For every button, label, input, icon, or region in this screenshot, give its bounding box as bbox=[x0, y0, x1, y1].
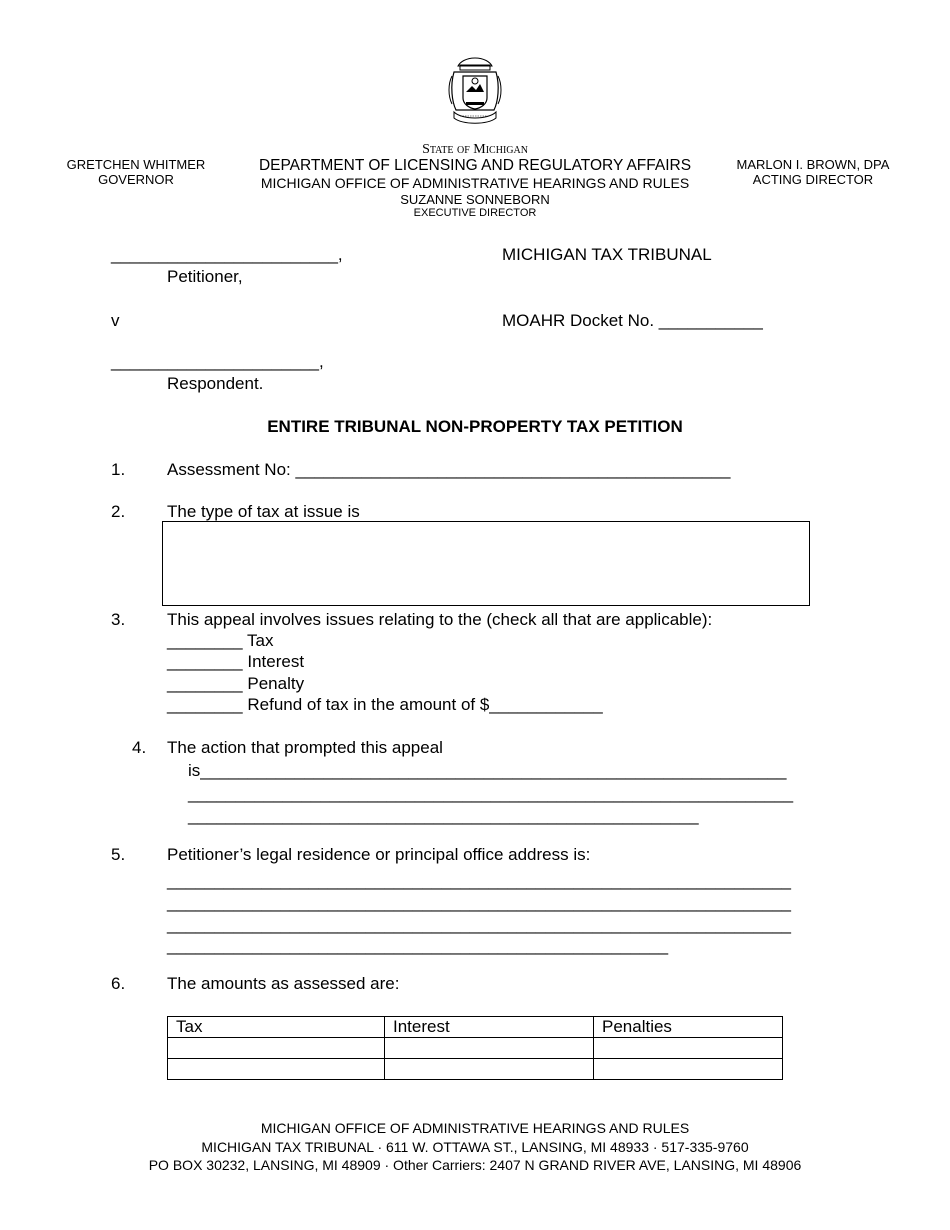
penalties-cell[interactable] bbox=[594, 1059, 783, 1080]
docket-number-field[interactable]: MOAHR Docket No. ___________ bbox=[502, 311, 763, 330]
office-name: MICHIGAN OFFICE OF ADMINISTRATIVE HEARINGS AND RULES bbox=[260, 175, 690, 191]
item-4-number: 4. bbox=[132, 738, 147, 757]
issue-interest-checkline[interactable]: ________ Interest bbox=[167, 652, 305, 671]
address-line-3[interactable]: __________________________________________________________________ bbox=[167, 915, 792, 934]
item-2-number: 2. bbox=[111, 502, 126, 521]
tax-cell[interactable] bbox=[168, 1038, 385, 1059]
department-name: DEPARTMENT OF LICENSING AND REGULATORY AFFAIRS bbox=[258, 157, 692, 174]
state-heading bbox=[0, 141, 950, 158]
governor-name: GRETCHEN WHITMER bbox=[66, 157, 206, 172]
footer-mailing-address: PO BOX 30232, LANSING, MI 48909 · Other Carriers: 2407 N GRAND RIVER AVE, LANSING, MI 48906 bbox=[148, 1157, 802, 1173]
form-title: ENTIRE TRIBUNAL NON-PROPERTY TAX PETITION bbox=[267, 417, 683, 436]
item-6-number: 6. bbox=[111, 974, 126, 993]
respondent-name-line[interactable]: ______________________, bbox=[111, 352, 324, 371]
executive-title: EXECUTIVE DIRECTOR bbox=[413, 207, 537, 219]
issue-penalty-checkline[interactable]: ________ Penalty bbox=[167, 674, 305, 693]
issue-refund-checkline[interactable]: ________ Refund of tax in the amount of $____________ bbox=[167, 695, 603, 714]
governor-title: GOVERNOR bbox=[98, 172, 174, 187]
tax-cell[interactable] bbox=[168, 1059, 385, 1080]
interest-cell[interactable] bbox=[385, 1059, 594, 1080]
state-line: State of Michigan bbox=[422, 142, 528, 157]
action-prompted-label: The action that prompted this appeal bbox=[167, 738, 443, 757]
amounts-table bbox=[167, 1016, 783, 1080]
appeal-issues-label: This appeal involves issues relating to the (check all that are applicable): bbox=[167, 610, 713, 629]
issue-tax-checkline[interactable]: ________ Tax bbox=[167, 631, 274, 650]
versus-label: v bbox=[111, 311, 120, 330]
penalties-cell[interactable] bbox=[594, 1038, 783, 1059]
column-header-interest: Interest bbox=[385, 1017, 594, 1038]
address-line-4[interactable]: _____________________________________________________ bbox=[167, 936, 669, 955]
footer-tribunal-address: MICHIGAN TAX TRIBUNAL · 611 W. OTTAWA ST., LANSING, MI 48933 · 517-335-9760 bbox=[201, 1139, 749, 1155]
column-header-penalties: Penalties bbox=[594, 1017, 783, 1038]
item-1-number: 1. bbox=[111, 460, 126, 479]
action-prompted-line-2[interactable]: ________________________________________________________________ bbox=[188, 784, 794, 803]
item-5-number: 5. bbox=[111, 845, 126, 864]
address-label: Petitioner’s legal residence or principal office address is: bbox=[167, 845, 591, 864]
action-prompted-line-3[interactable]: ______________________________________________________ bbox=[188, 806, 699, 825]
director-name: MARLON I. BROWN, DPA bbox=[736, 157, 890, 172]
executive-name: SUZANNE SONNEBORN bbox=[400, 192, 550, 207]
petitioner-name-line[interactable]: ________________________, bbox=[111, 245, 343, 264]
tribunal-name: MICHIGAN TAX TRIBUNAL bbox=[502, 245, 712, 264]
address-line-2[interactable]: __________________________________________________________________ bbox=[167, 893, 792, 912]
table-row bbox=[168, 1038, 783, 1059]
director-title: ACTING DIRECTOR bbox=[752, 172, 874, 187]
item-3-number: 3. bbox=[111, 610, 126, 629]
footer-office: MICHIGAN OFFICE OF ADMINISTRATIVE HEARINGS AND RULES bbox=[260, 1120, 690, 1136]
address-line-1[interactable]: __________________________________________________________________ bbox=[167, 871, 792, 890]
table-header-row bbox=[168, 1017, 783, 1038]
interest-cell[interactable] bbox=[385, 1038, 594, 1059]
table-row bbox=[168, 1059, 783, 1080]
michigan-state-seal-icon bbox=[446, 56, 504, 126]
tax-type-input-box[interactable] bbox=[162, 521, 810, 606]
respondent-label: Respondent. bbox=[167, 374, 264, 393]
petitioner-label: Petitioner, bbox=[167, 267, 243, 286]
column-header-tax: Tax bbox=[168, 1017, 385, 1038]
tax-type-label: The type of tax at issue is bbox=[167, 502, 360, 521]
assessment-number-field[interactable]: Assessment No: ______________________________________________ bbox=[167, 460, 731, 479]
action-prompted-line-1[interactable]: is______________________________________________________________ bbox=[188, 761, 787, 780]
amounts-label: The amounts as assessed are: bbox=[167, 974, 400, 993]
